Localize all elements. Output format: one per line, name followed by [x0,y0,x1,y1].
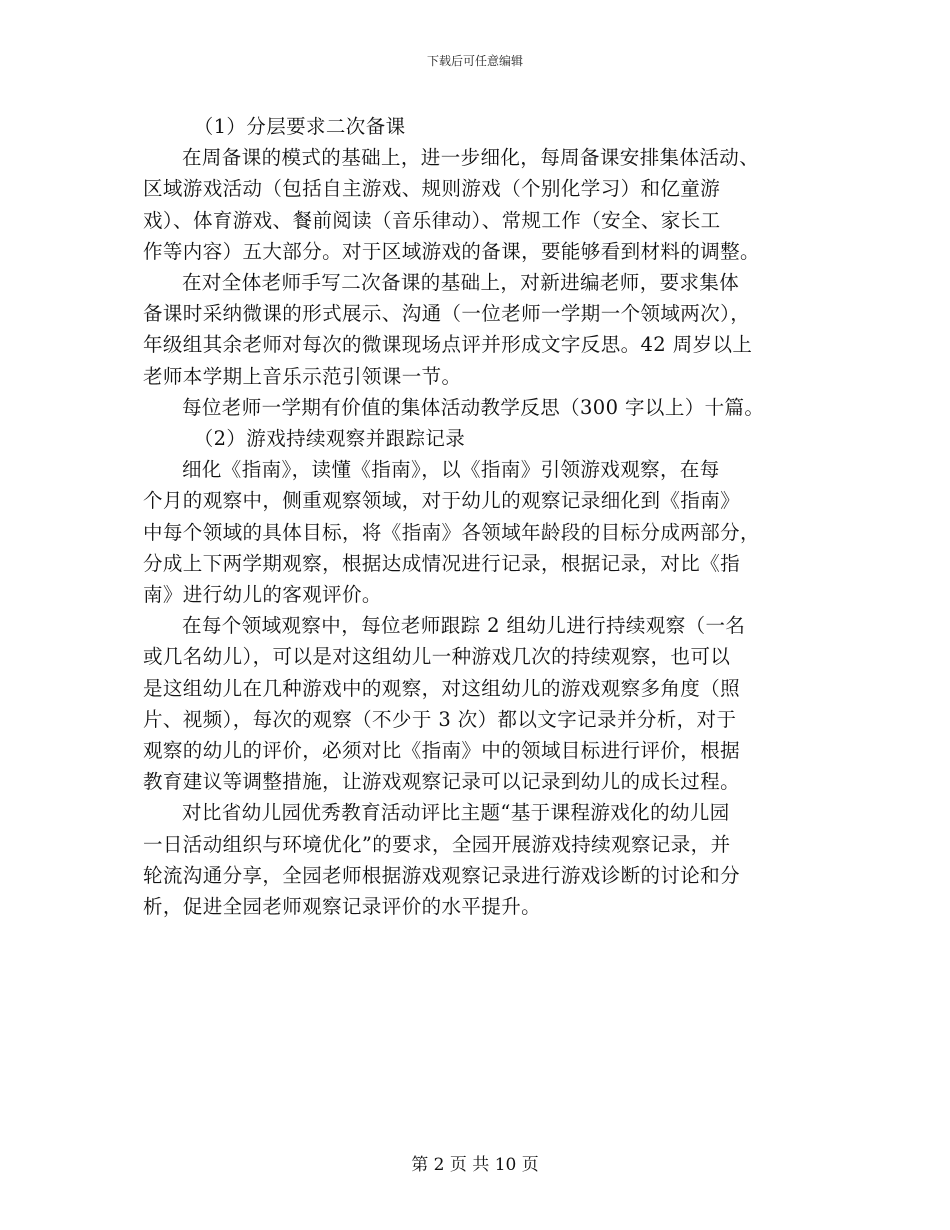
paragraph-teaching-reflection: 每位老师一学期有价值的集体活动教学反思（300 字以上）十篇。 [182,395,765,419]
paragraph-domain-tracking: 在每个领域观察中，每位老师跟踪 2 组幼儿进行持续观察（一名 或几名幼儿），可以是对这组幼儿一种游戏几次的持续观察，也可以 是这组幼儿在几种游戏中的观察，对这组幼儿的游戏观察多角度（照 片、视频），每次的观察（不少于 3 次）都以文字记录并分析，对于 观察的幼儿的评价，必须对比《指南》中的领域目标进行评价，根据 教育建议等调整措施，让游戏观察记录可以记录到幼儿的成长过程。 [143,614,746,794]
page-number-footer: 第 2 页 共 10 页 [411,1155,539,1175]
paragraph-new-teachers-microlesson: 在对全体老师手写二次备课的基础上，对新进编老师，要求集体 备课时采纳微课的形式展示、沟通（一位老师一学期一个领域两次）， 年级组其余老师对每次的微课现场点评并形成文字反思。42 周岁以上 老师本学期上音乐示范引领课一节。 [143,271,753,388]
paragraph-guide-observation: 细化《指南》，读懂《指南》，以《指南》引领游戏观察，在每 个月的观察中，侧重观察领域，对于幼儿的观察记录细化到《指南》 中每个领域的具体目标，将《指南》各领域年龄段的目标分成两部分， 分成上下两学期观察，根据达成情况进行记录，根据记录，对比《指 南》进行幼儿的客观评价。 [143,458,760,607]
document-body [143,111,808,922]
paragraph-provincial-evaluation: 对比省幼儿园优秀教育活动评比主题“基于课程游戏化的幼儿园 一日活动组织与环境优化”的要求，全园开展游戏持续观察记录，并 轮流沟通分享，全园老师根据游戏观察记录进行游戏诊断的讨论和分 析，促进全园老师观察记录评价的水平提升。 [143,801,741,919]
section-heading-layered-lesson-prep: （1）分层要求二次备课 [193,115,406,138]
paragraph-weekly-prep: 在周备课的模式的基础上，进一步细化，每周备课安排集体活动、 区域游戏活动（包括自主游戏、规则游戏（个别化学习）和亿童游 戏）、体育游戏、餐前阅读（音乐律动）、常规工作（安全、家长工 作等内容）五大部分。对于区域游戏的备课，要能够看到材料的调整。 [143,146,760,263]
section-heading-game-observation: （2）游戏持续观察并跟踪记录 [193,427,466,451]
page-header-note: 下载后可任意编辑 [426,54,523,68]
